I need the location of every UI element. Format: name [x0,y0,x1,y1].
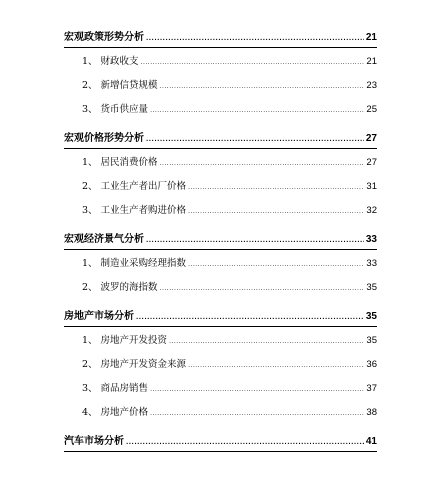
dot-leader [126,439,364,446]
toc-item-number: 3、 [82,205,98,216]
toc-item-number: 2、 [82,181,98,192]
toc-page-number: 31 [366,181,377,192]
toc-item[interactable] [64,404,377,428]
toc-item-number: 1、 [82,157,98,168]
toc-item-number: 2、 [82,359,98,370]
toc-item[interactable] [64,77,377,101]
toc-section-real-estate[interactable] [64,307,377,327]
toc-item-title: 房地产开发投资 [100,335,168,346]
toc-section-auto-market[interactable] [64,432,377,452]
dot-leader [169,338,364,345]
toc-item[interactable] [64,53,377,77]
toc-item-number: 4、 [82,407,98,418]
dot-leader [188,208,364,215]
dot-leader [160,160,365,167]
toc-section-macro-sentiment[interactable] [64,230,377,250]
dot-leader [150,386,364,393]
toc-page-number: 37 [366,383,377,394]
dot-leader [150,410,364,417]
toc-page-number: 25 [366,104,377,115]
toc-item-title: 房地产价格 [100,407,149,418]
toc-item-title: 房地产开发资金来源 [100,359,187,370]
toc-page-number: 27 [366,157,377,168]
toc-item-title: 工业生产者购进价格 [100,205,187,216]
toc-page-number: 33 [365,234,377,245]
toc-section-macro-price[interactable] [64,129,377,149]
toc-item[interactable] [64,332,377,356]
toc-page-number: 35 [365,311,377,322]
toc-section-title: 宏观价格形势分析 [64,133,144,144]
toc-item[interactable] [64,154,377,178]
dot-leader [160,285,365,292]
toc-item-number: 1、 [82,258,98,269]
toc-item-number: 3、 [82,104,98,115]
toc-item[interactable] [64,101,377,125]
toc-item-title: 制造业采购经理指数 [100,258,187,269]
table-of-contents [64,28,377,452]
toc-item-title: 居民消费价格 [100,157,158,168]
toc-page-number: 35 [366,282,377,293]
dot-leader [141,59,365,66]
toc-page-number: 33 [366,258,377,269]
dot-leader [146,237,364,244]
toc-item-number: 3、 [82,383,98,394]
toc-page-number: 27 [365,133,377,144]
toc-item-number: 2、 [82,80,98,91]
dot-leader [188,362,364,369]
toc-page-number: 21 [365,32,377,43]
toc-item-number: 1、 [82,335,98,346]
toc-page-number: 23 [366,80,377,91]
toc-item-title: 波罗的海指数 [100,282,158,293]
toc-section-title: 汽车市场分析 [64,436,124,447]
toc-item[interactable] [64,255,377,279]
dot-leader [160,83,365,90]
toc-item-title: 新增信贷规模 [100,80,158,91]
toc-item[interactable] [64,279,377,303]
toc-page-number: 41 [365,436,377,447]
toc-item-title: 商品房销售 [100,383,149,394]
toc-item[interactable] [64,380,377,404]
toc-page-number: 38 [366,407,377,418]
toc-page-number: 36 [366,359,377,370]
dot-leader [146,136,364,143]
dot-leader [136,314,364,321]
toc-page-number: 35 [366,335,377,346]
toc-page-number: 21 [366,56,377,67]
toc-section-title: 房地产市场分析 [64,311,134,322]
toc-section-macro-policy[interactable] [64,28,377,48]
toc-section-title: 宏观政策形势分析 [64,32,144,43]
toc-item[interactable] [64,178,377,202]
dot-leader [146,35,364,42]
toc-item-number: 1、 [82,56,98,67]
toc-item-title: 工业生产者出厂价格 [100,181,187,192]
toc-item-number: 2、 [82,282,98,293]
dot-leader [188,184,364,191]
toc-section-title: 宏观经济景气分析 [64,234,144,245]
dot-leader [150,107,364,114]
toc-item[interactable] [64,356,377,380]
toc-page-number: 32 [366,205,377,216]
toc-item[interactable] [64,202,377,226]
toc-item-title: 货币供应量 [100,104,149,115]
dot-leader [188,261,364,268]
toc-item-title: 财政收支 [100,56,139,67]
